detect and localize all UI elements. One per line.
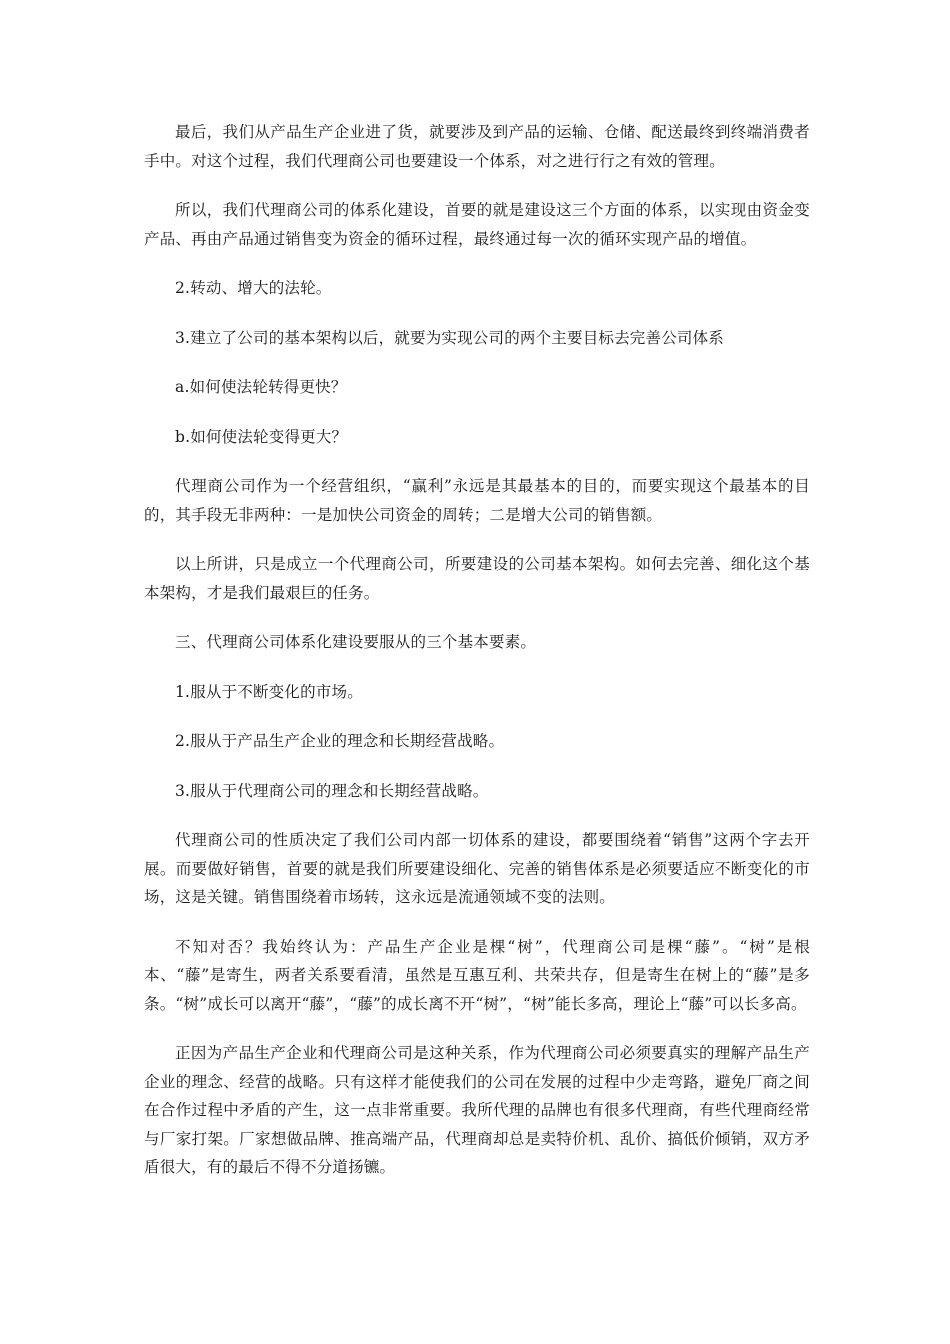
paragraph-sales: 代理商公司的性质决定了我们公司内部一切体系的建设，都要围绕着“销售”这两个字去开展。而要做好销售，首要的就是我们所要建设细化、完善的销售体系是必须要适应不断变化的市场，这是关键。销售围绕着市场转，这永远是流通领域不变的法则。: [144, 831, 810, 906]
section-heading-three: 三、代理商公司体系化建设要服从的三个基本要素。: [175, 633, 537, 651]
paragraph-tree-vine: 不知对否？我始终认为：产品生产企业是棵“树”，代理商公司是棵“藤”。“树”是根本、“藤”是寄生，两者关系要看清，虽然是互惠互利、共荣共存，但是寄生在树上的“藤”是多条。“树”成长可以离开“藤”，“藤”的成长离不开“树”，“树”能长多高，理论上“藤”可以长多高。: [144, 937, 810, 1013]
paragraph-spacer: [144, 352, 810, 373]
paragraph-spacer: [144, 529, 810, 550]
element-item-3: 3.服从于代理商公司的理念和长期经营战略。: [175, 781, 489, 800]
paragraph-spacer: [144, 607, 810, 628]
paragraph-spacer: [144, 657, 810, 678]
paragraph-profit: 代理商公司作为一个经营组织，“赢利”永远是其最基本的目的，而要实现这个最基本的目的，其手段无非两种：一是加快公司资金的周转；二是增大公司的销售额。: [144, 477, 810, 524]
paragraph-spacer: [144, 756, 810, 777]
paragraph-relationship: 正因为产品生产企业和代理商公司是这种关系，作为代理商公司必须要真实的理解产品生产企业的理念、经营的战略。只有这样才能使我们的公司在发展的过程中少走弯路，避免厂商之间在合作过程中矛盾的产生，这一点非常重要。我所代理的品牌也有很多代理商，有些代理商经常与厂家打架。厂家想做品牌、推高端产品，代理商却总是卖特价机、乱价、搞低价倾销，双方矛盾很大，有的最后不得不分道扬镳。: [144, 1044, 810, 1176]
list-item-b: b.如何使法轮变得更大？: [175, 427, 348, 446]
paragraph-spacer: [144, 253, 810, 274]
list-item-2: 2.转动、增大的法轮。: [175, 279, 332, 297]
paragraph-spacer: [144, 303, 810, 324]
paragraph-spacer: [144, 912, 810, 933]
document-body: [144, 118, 810, 1182]
paragraph-spacer: [144, 805, 810, 826]
paragraph-spacer: [144, 175, 810, 196]
paragraph-system-summary: 所以，我们代理商公司的体系化建设，首要的就是建设这三个方面的体系，以实现由资金变产品、再由产品通过销售变为资金的循环过程，最终通过每一次的循环实现产品的增值。: [144, 201, 810, 248]
paragraph-architecture: 以上所讲，只是成立一个代理商公司，所要建设的公司基本架构。如何去完善、细化这个基本架构，才是我们最艰巨的任务。: [144, 555, 810, 602]
paragraph-logistics: 最后，我们从产品生产企业进了货，就要涉及到产品的运输、仓储、配送最终到终端消费者手中。对这个过程，我们代理商公司也要建设一个体系，对之进行行之有效的管理。: [144, 123, 810, 170]
element-item-1: 1.服从于不断变化的市场。: [175, 682, 363, 701]
paragraph-spacer: [144, 451, 810, 472]
element-item-2: 2.服从于产品生产企业的理念和长期经营战略。: [175, 732, 505, 750]
paragraph-spacer: [144, 1018, 810, 1039]
paragraph-spacer: [144, 706, 810, 727]
list-item-a: a.如何使法轮转得更快？: [175, 378, 347, 396]
paragraph-spacer: [144, 402, 810, 423]
list-item-3: 3.建立了公司的基本架构以后，就要为实现公司的两个主要目标去完善公司体系: [175, 328, 724, 347]
